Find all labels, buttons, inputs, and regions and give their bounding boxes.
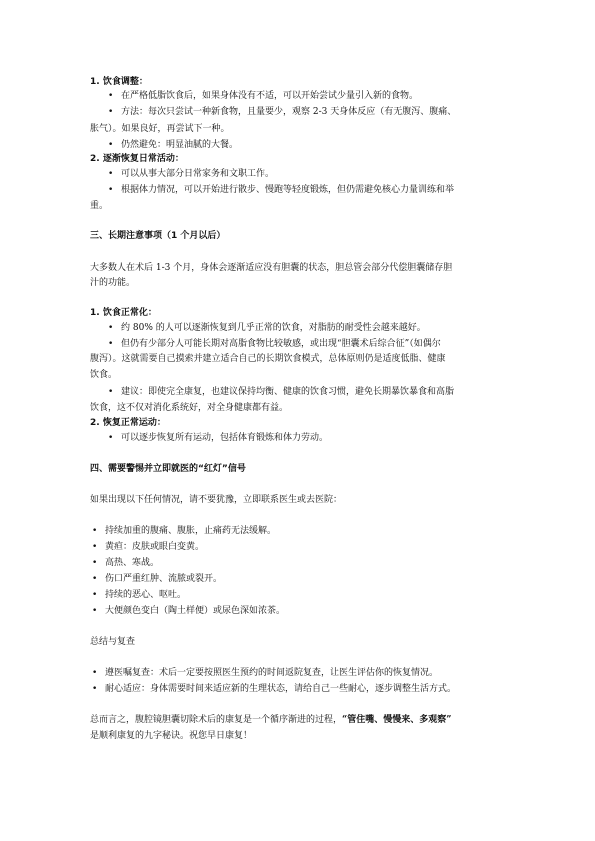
bullet-icon: • [92, 574, 98, 584]
bullet-icon: • [108, 91, 114, 101]
list-item: 但仍有少部分人可能长期对高脂食物比较敏感，或出现“胆囊术后综合征”（如偶尔 [121, 339, 441, 349]
list-item-cont: 饮食。 [90, 370, 118, 380]
list-item: 高热、寒战。 [105, 558, 160, 568]
list-item: 仍然避免：明显油腻的大餐。 [121, 140, 239, 150]
bullet-icon: • [108, 433, 114, 443]
bullet-icon: • [92, 558, 98, 568]
heading-diet-normal: 1. 饮食正常化： [90, 308, 157, 318]
conclusion-text: 总而言之，腹腔镜胆囊切除术后的康复是一个循序渐进的过程， [90, 715, 343, 725]
section-title-long-term: 三、长期注意事项（1 个月以后） [90, 231, 226, 241]
conclusion-paragraph-cont: 是顺利康复的九字秘诀。祝您早日康复！ [90, 731, 253, 741]
list-item: 建议：即使完全康复，也建议保持均衡、健康的饮食习惯，避免长期暴饮暴食和高脂 [121, 387, 455, 397]
list-item-cont: 腹泻）。这就需要自己摸索并建立适合自己的长期饮食模式，总体原则仍是适度低脂、健康 [90, 354, 446, 364]
list-item: 持续的恶心、呕吐。 [105, 590, 187, 600]
list-item: 伤口严重红肿、流脓或裂开。 [105, 574, 223, 584]
bullet-icon: • [108, 140, 114, 150]
list-item-cont: 重。 [90, 201, 109, 211]
bullet-icon: • [92, 606, 98, 616]
bullet-icon: • [108, 387, 114, 397]
heading-resume-exercise: 2. 恢复正常运动： [90, 418, 166, 428]
list-item: 遵医嘱复查：术后一定要按照医生预约的时间返院复查，让医生评估你的恢复情况。 [105, 668, 439, 678]
paragraph: 大多数人在术后 1-3 个月，身体会逐渐适应没有胆囊的状态，胆总管会部分代偿胆囊储存胆 [90, 263, 453, 273]
list-item-cont: 饮食，这不仅对消化系统好，对全身健康都有益。 [90, 403, 289, 413]
bullet-icon: • [108, 339, 114, 349]
list-item: 在严格低脂饮食后，如果身体没有不适，可以开始尝试少量引入新的食物。 [121, 91, 419, 101]
list-item: 持续加重的腹痛、腹胀，止痛药无法缓解。 [105, 526, 277, 536]
heading-diet-adjust: 1. 饮食调整： [90, 77, 148, 87]
list-item: 约 80% 的人可以逐渐恢复到几乎正常的饮食，对脂肪的耐受性会越来越好。 [121, 323, 426, 333]
list-item-cont: 胀气）。如果良好，再尝试下一种。 [90, 124, 230, 134]
bullet-icon: • [108, 169, 114, 179]
bullet-icon: • [108, 323, 114, 333]
bullet-icon: • [92, 668, 98, 678]
heading-resume-activities: 2. 逐渐恢复日常活动： [90, 154, 184, 164]
section-title-red-flags: 四、需要警惕并立即就医的“红灯”信号 [90, 464, 246, 474]
conclusion-paragraph [90, 714, 451, 726]
paragraph-cont: 汁的功能。 [90, 278, 136, 288]
list-item: 黄疸：皮肤或眼白变黄。 [105, 542, 205, 552]
bullet-icon: • [108, 185, 114, 195]
list-item: 根据体力情况，可以开始进行散步、慢跑等轻度锻炼，但仍需避免核心力量训练和举 [121, 185, 455, 195]
list-item: 可以从事大部分日常家务和文职工作。 [121, 169, 275, 179]
list-item: 耐心适应：身体需要时间来适应新的生理状态，请给自己一些耐心，逐步调整生活方式。 [105, 684, 457, 694]
bullet-icon: • [108, 107, 114, 117]
list-item: 大便颜色变白（陶土样便）或尿色深如浓茶。 [105, 606, 286, 616]
bullet-icon: • [92, 590, 98, 600]
bullet-icon: • [92, 542, 98, 552]
bullet-icon: • [92, 684, 98, 694]
list-item: 可以逐步恢复所有运动，包括体育锻炼和体力劳动。 [121, 433, 329, 443]
list-item: 方法：每次只尝试一种新食物，且量要少，观察 2-3 天身体反应（有无腹泻、腹痛、 [121, 107, 457, 117]
paragraph: 如果出现以下任何情况，请不要犹豫，立即联系医生或去医院： [90, 495, 343, 505]
section-title-summary: 总结与复查 [90, 637, 136, 647]
conclusion-emphasis: “管住嘴、慢慢来、多观察” [342, 715, 452, 725]
bullet-icon: • [92, 526, 98, 536]
